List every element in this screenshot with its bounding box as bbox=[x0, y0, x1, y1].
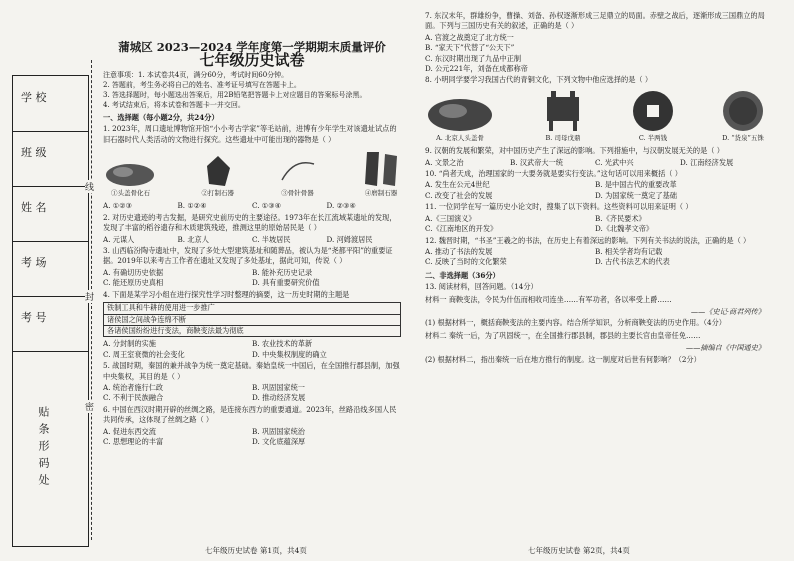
option: B. 巩固国家统一 bbox=[252, 382, 305, 392]
option: A. 促进东西交流 bbox=[103, 426, 156, 436]
question-2: 2. 对历史遗迹的考古发掘，是研究史前历史的主要途径。1973年在长江流域某遗址的发现，发现了丰富的稻谷遗存和木质建筑残迹，推测这里的原始居民是（ ） bbox=[103, 212, 397, 233]
question-3: 3. 山西临汾陶寺遗址中，发现了多处大型建筑基址和随葬品，被认为是“尧都平阳”的重要证据。2019年以来考古工作者在遗址又发现了多处基址，据此可知，传说（ ） bbox=[103, 246, 393, 266]
option: C.《江南地区的开发》 bbox=[425, 224, 498, 234]
table-row: 各诸侯国纷纷进行变法，商鞅变法最为彻底 bbox=[107, 325, 244, 335]
sub-question-1: (1) 根据材料一，概括商鞅变法的主要内容。结合所学知识，分析商鞅变法的历史作用。（4分） bbox=[425, 318, 726, 328]
sub-question-2: (2) 根据材料二，指出秦统一后在地方推行的制度。这一制度对后世有何影响？（2分） bbox=[425, 354, 701, 364]
question-7: 7. 东汉末年，群雄纷争，曹操、刘备、孙权逐渐形成三足鼎立的局面。赤壁之战后，逐渐形成三国鼎立的局面。下列与三国历史有关的叙述，正确的是（ ） bbox=[425, 11, 765, 31]
option: B. 汉武帝大一统 bbox=[510, 157, 563, 167]
question-6: 6. 中国在西汉时期开辟的丝绸之路，是连接东西方的重要通道。2023年，丝路沿线多国人民共同传承，这体现了丝绸之路（ ） bbox=[103, 404, 397, 425]
question-13: 13. 阅读材料，回答问题。（14分） bbox=[425, 282, 538, 292]
option: A. 元谋人 bbox=[103, 234, 135, 244]
option: D. 中央集权制度的确立 bbox=[252, 349, 327, 359]
q12-options bbox=[425, 247, 765, 268]
option: A. 文景之治 bbox=[425, 157, 464, 167]
number-row bbox=[13, 296, 88, 352]
number-label: 考 号 bbox=[21, 311, 47, 324]
note-1: 注意事项：1. 本试卷共4页，满分60分，考试时间60分钟。 bbox=[103, 70, 289, 79]
skull-fossil-image bbox=[425, 93, 495, 143]
room-row bbox=[13, 241, 88, 297]
pic-label: B. 司母戊鼎 bbox=[545, 133, 581, 142]
option: B. 巩固国家统治 bbox=[252, 426, 305, 436]
note-4: 4. 考试结束后，将本试卷和答题卡一并交回。 bbox=[103, 100, 245, 109]
seal-label-seal: 封 bbox=[85, 290, 94, 303]
q6-options bbox=[103, 427, 401, 448]
table-row: 铁制工具和牛耕的使用进一步推广 bbox=[104, 303, 400, 314]
option: C. 光武中兴 bbox=[595, 157, 634, 167]
q1-options bbox=[103, 201, 401, 211]
seal-label-secret: 密 bbox=[85, 400, 94, 413]
question-12: 12. 魏晋时期，“书圣”王羲之的书法，在历史上有着深远的影响。下列有关书法的说法，正确的是（ ） bbox=[425, 235, 751, 245]
option: A. 有确切历史依据 bbox=[103, 267, 164, 277]
option: A. 官渡之战奠定了北方统一 bbox=[425, 32, 514, 42]
pic-label: ②打制石器 bbox=[201, 189, 234, 198]
section-1-heading: 一、选择题（每小题2分，共24分） bbox=[103, 112, 219, 122]
barcode-label: 贴条形码处 bbox=[37, 406, 50, 491]
question-10: 10. “尚者天成，治理国家的一大要务就是要实行变法。”这句话可以用来概括（ ） bbox=[425, 169, 682, 179]
polished-stone-image bbox=[361, 148, 401, 198]
question-8: 8. 小明同学要学习我国古代的青铜文化，下列文物中他应选择的是（ ） bbox=[425, 75, 653, 85]
q4-table bbox=[103, 302, 401, 337]
question-9: 9. 汉朝的发展和繁荣，对中国历史产生了深远的影响。下列措施中，与汉朝发展无关的是（ ） bbox=[425, 146, 724, 156]
option: B. “家天下”代替了“公天下” bbox=[425, 43, 515, 53]
q9-options bbox=[425, 158, 765, 168]
table-row: 诸侯国之间战争连绵不断 bbox=[104, 315, 400, 326]
option: A. 发生在公元4世纪 bbox=[425, 180, 490, 190]
q8-images bbox=[425, 89, 765, 143]
class-row bbox=[13, 131, 88, 187]
option: D. 为国家统一奠定了基础 bbox=[595, 190, 677, 200]
option: A. 统治者施行仁政 bbox=[103, 382, 164, 392]
section-2-heading: 二、非选择题（36分） bbox=[425, 270, 500, 280]
option: B. 北京人 bbox=[177, 234, 209, 244]
material-2-source: ——摘编自《中国通史》 bbox=[685, 343, 765, 353]
option: B. 相关学者均有记载 bbox=[595, 246, 663, 256]
option: B. 农业技术的革新 bbox=[252, 339, 313, 349]
seal-label-line: 线 bbox=[85, 180, 94, 193]
option: D. 具有重要研究价值 bbox=[252, 278, 320, 288]
pic-label: ③骨针骨器 bbox=[281, 189, 314, 198]
pic-label: ④磨制石器 bbox=[364, 189, 398, 198]
option: C. 能还原历史真相 bbox=[103, 278, 164, 288]
exam-subtitle: 七年级历史试卷 bbox=[199, 51, 305, 70]
option: D. ②③④ bbox=[326, 201, 356, 211]
school-label: 学 校 bbox=[21, 91, 47, 104]
question-4: 4. 下面是某学习小组在进行探究性学习时整理的摘要，这一历史时期的主题是 bbox=[103, 289, 350, 299]
option: C. 不利于民族融合 bbox=[103, 393, 164, 403]
option: D. 古代书法艺术的代表 bbox=[595, 257, 670, 267]
q11-options bbox=[425, 214, 765, 235]
option: D. 河姆渡居民 bbox=[326, 234, 373, 244]
option: B. ①②④ bbox=[177, 201, 207, 211]
note-2: 2. 答题前，考生务必将自己的姓名、准考证号填写在答题卡上。 bbox=[103, 80, 301, 89]
class-label: 班 级 bbox=[21, 146, 47, 159]
right-column bbox=[425, 10, 765, 366]
option: D. 江南经济发展 bbox=[680, 157, 734, 167]
stone-tool-image bbox=[202, 154, 235, 198]
q4-options bbox=[103, 339, 401, 360]
q2-options bbox=[103, 235, 401, 245]
exam-title: 蒲城区 2023—2024 学年度第一学期期末质量评价 bbox=[118, 40, 386, 54]
option: C. 改变了社会的发展 bbox=[425, 190, 493, 200]
option: C. 反映了当时的文化繁荣 bbox=[425, 257, 507, 267]
option: C. 周王室衰微的社会变化 bbox=[103, 349, 185, 359]
material-1-source: ——《史记·商君列传》 bbox=[690, 306, 765, 316]
question-5: 5. 战国时期，秦国的兼并战争为统一奠定基础。秦始皇统一中国后，在全国推行郡县制，加强中央集权，其目的是（ ） bbox=[103, 361, 400, 381]
bronze-ding-image bbox=[541, 89, 585, 143]
option: D. 公元221年，刘备在成都称帝 bbox=[425, 64, 528, 74]
option: B. 是中国古代的重要改革 bbox=[595, 180, 677, 190]
option: D.《北魏孝文帝》 bbox=[595, 224, 654, 234]
page-footer-left: 七年级历史试卷 第1页，共4页 bbox=[205, 546, 307, 555]
q1-images bbox=[103, 148, 401, 198]
bone-needle-image bbox=[278, 154, 318, 198]
option: C. 半坡居民 bbox=[252, 234, 291, 244]
option: B.《齐民要术》 bbox=[595, 213, 646, 223]
material-1: 材料一 商鞅变法，令民为什伍而相收司连坐……有军功者，各以率受上爵…… bbox=[425, 294, 672, 304]
option: C. 思想理论的丰富 bbox=[103, 436, 164, 446]
exam-notes bbox=[103, 70, 401, 110]
pic-label: D. “货泉”五铢 bbox=[722, 133, 764, 142]
q7-options bbox=[425, 33, 765, 75]
coin-image bbox=[631, 89, 675, 143]
note-3: 3. 答选择题时，每小题选出答案后，用2B铅笔把答题卡上对应题目的答案标号涂黑。 bbox=[103, 90, 367, 99]
option: C. 东汉时期出现了九品中正制 bbox=[425, 53, 522, 63]
q10-options bbox=[425, 180, 765, 201]
name-row bbox=[13, 186, 88, 242]
option: A. 推动了书法的发展 bbox=[425, 246, 493, 256]
page-footer-right: 七年级历史试卷 第2页，共4页 bbox=[528, 546, 630, 555]
room-label: 考 场 bbox=[21, 256, 47, 269]
option: B. 能补充历史记录 bbox=[252, 267, 313, 277]
option: D. 文化底蕴深厚 bbox=[252, 436, 306, 446]
material-2: 材料二 秦统一后，为了巩固统一，在全国推行郡县制，郡县的主要长官由皇帝任免…… bbox=[425, 330, 701, 340]
binding-strip bbox=[12, 75, 89, 547]
q3-options bbox=[103, 268, 401, 289]
left-column bbox=[103, 10, 401, 447]
option: D. 推动经济发展 bbox=[252, 393, 306, 403]
question-11: 11. 一位同学在写一篇历史小论文时，搜集了以下资料。这些资料可以用来证明（ ） bbox=[425, 202, 693, 212]
q5-options bbox=[103, 383, 401, 404]
pic-label: A. 北京人头盖骨 bbox=[436, 133, 484, 142]
option: A.《三国演义》 bbox=[425, 213, 476, 223]
option: A. 分封制的实施 bbox=[103, 339, 156, 349]
school-row bbox=[13, 76, 88, 132]
pic-label: ①头盖骨化石 bbox=[111, 189, 150, 198]
skull-image bbox=[103, 160, 158, 198]
pic-label: C. 半两钱 bbox=[638, 133, 668, 142]
option: A. ①②③ bbox=[103, 201, 133, 211]
wuzhu-coin-image bbox=[721, 89, 765, 143]
option: C. ①③④ bbox=[252, 201, 282, 211]
name-label: 姓 名 bbox=[21, 201, 47, 214]
question-1: 1. 2023年，周口遗址博物馆开馆“小小考古学家”等毛站前，进博有少年学生对该遗址试点的旧石器时代人类活动的文物进行探究。这些遗址中可能出现的器物是（ ） bbox=[103, 124, 397, 144]
